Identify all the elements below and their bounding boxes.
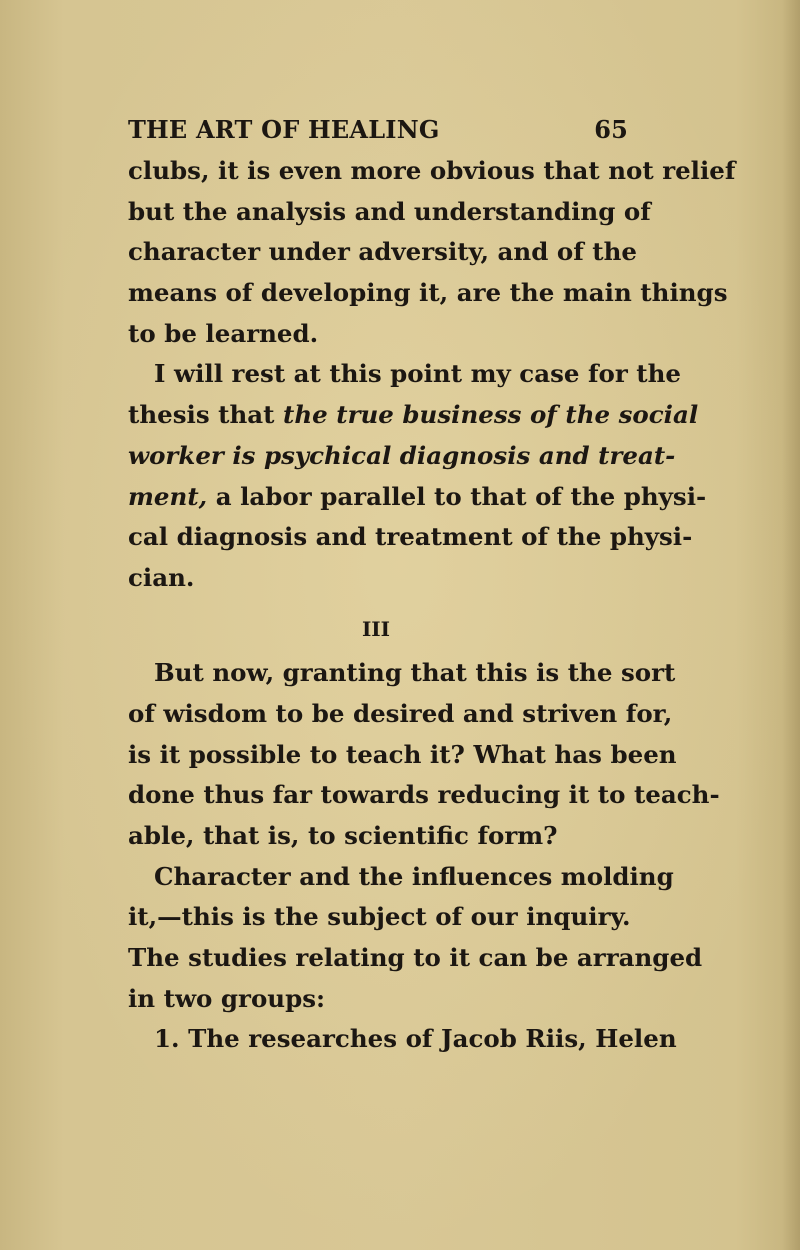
- text-line: [128, 395, 699, 436]
- paragraph-1: [128, 151, 736, 354]
- text-run: thesis that: [128, 400, 283, 430]
- text-line: of wisdom to be desired and striven for,: [128, 698, 673, 728]
- text-line: cian.: [128, 562, 195, 592]
- text-line: to be learned.: [128, 318, 319, 348]
- page-number: 65: [594, 115, 628, 144]
- text-line: done thus far towards reducing it to teach-: [128, 780, 720, 810]
- text-line: cal diagnosis and treatment of the physi-: [128, 522, 693, 552]
- text-line: it,—this is the subject of our inquiry.: [128, 902, 631, 932]
- text-line: able, that is, to scientific form?: [128, 821, 558, 850]
- paragraph-2: [128, 354, 707, 598]
- text-run: a labor parallel to that of the physi-: [207, 481, 707, 511]
- italic-thesis-run: worker is psychical diagnosis and treat-: [128, 440, 676, 470]
- text-line: in two groups:: [128, 983, 326, 1013]
- italic-thesis-run: the true business of the social: [283, 400, 699, 430]
- text-line: is it possible to teach it? What has been: [128, 739, 677, 769]
- paragraph-3: [128, 653, 720, 856]
- text-line: But now, granting that this is the sort: [154, 658, 676, 688]
- text-line: character under adversity, and of the: [128, 237, 638, 267]
- paragraph-4: [128, 857, 703, 1020]
- text-line: but the analysis and understanding of: [128, 196, 651, 226]
- section-number: III: [361, 616, 391, 641]
- text-line: clubs, it is even more obvious that not relief: [128, 156, 736, 185]
- text-line: [128, 477, 707, 518]
- text-line: Character and the influences molding: [154, 861, 674, 891]
- list-item-1: 1. The researches of Jacob Riis, Helen: [154, 1024, 677, 1054]
- text-column: [128, 113, 736, 1060]
- running-head-title: THE ART OF HEALING: [128, 115, 440, 144]
- running-head: [128, 113, 628, 147]
- text-line: The studies relating to it can be arranged: [128, 943, 703, 973]
- text-line: means of developing it, are the main things: [128, 278, 728, 308]
- text-line: I will rest at this point my case for the: [154, 359, 682, 389]
- italic-thesis-run: ment,: [128, 481, 208, 511]
- text-line: [128, 436, 676, 477]
- page-edge-shadow: [782, 0, 800, 1250]
